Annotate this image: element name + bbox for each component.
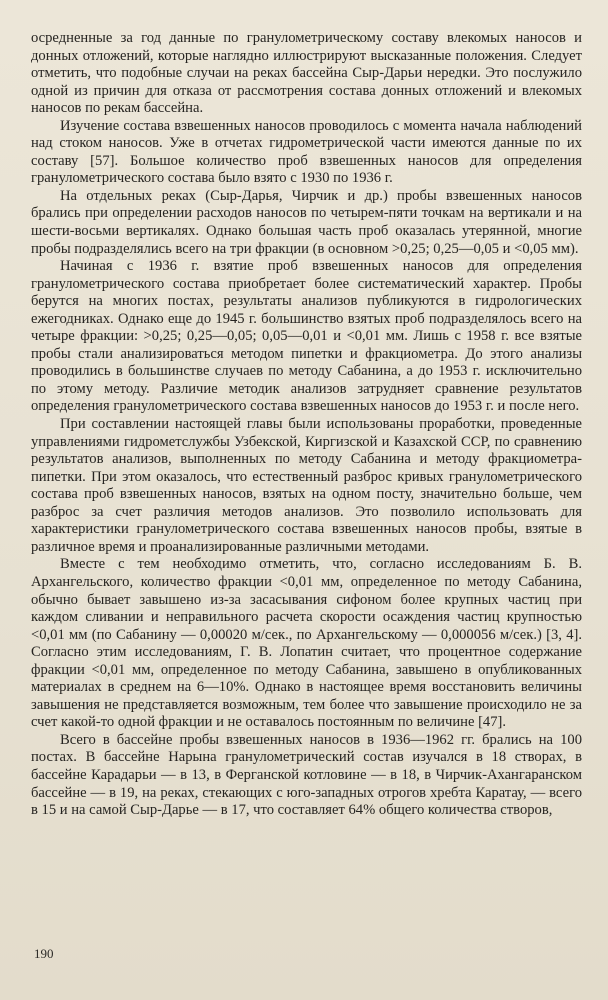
paragraph-5: При составлении настоящей главы были использованы проработки, проведенные управлениями гидрометслужбы Узбекской, Киргизской и Казахской ССР, по сравнению результатов анализов, выполненных по методу Сабанина и методу фракциометра-пипетки. При этом оказалось, что естественный разброс кривых гранулометрического состава проб взвешенных наносов, взятых на одном посту, значительно больше, чем разброс за счет различия методов анализов. Это позволило использовать для характеристики гранулометрического состава взвешенных наносов пробы, взятые в различное время и проанализированные различными методами. bbox=[31, 416, 582, 555]
paragraph-3: На отдельных реках (Сыр-Дарья, Чирчик и др.) пробы взвешенных наносов брались при определении расходов наносов по четырем-пяти точкам на вертикали и на шести-восьми вертикалях. Однако большая часть проб оказалась утерянной, многие пробы подразделялись всего на три фракции (в основном >0,25; 0,25—0,05 и <0,05 мм). bbox=[31, 187, 582, 257]
paragraph-6: Вместе с тем необходимо отметить, что, согласно исследованиям Б. В. Архангельского, количество фракции <0,01 мм, определенное по методу Сабанина, обычно бывает завышено из-за засасывания сифоном более крупных частиц при каждом сливании и неправильного расчета скорости осаждения частиц крупностью <0,01 мм (по Сабанину — 0,00020 м/сек., по Архангельскому — 0,000056 м/сек.) [3, 4]. Согласно этим исследованиям, Г. В. Лопатин считает, что процентное содержание фракции <0,01 мм, определенное по методу Сабанина, завышено в опубликованных материалах в среднем на 6—10%. Однако в настоящее время восстановить величины завышения не представляется возможным, тем более что завышение происходило не за счет какой-то одной фракции и не оставалось постоянным по величине [47]. bbox=[31, 556, 582, 731]
paragraph-2: Изучение состава взвешенных наносов проводилось с момента начала наблюдений над стоком наносов. Уже в отчетах гидрометрической части имеются данные по их составу [57]. Большое количество проб взвешенных наносов для определения гранулометрического состава было взято с 1930 по 1936 г. bbox=[31, 117, 582, 187]
paragraph-1: осредненные за год данные по гранулометрическому составу влекомых наносов и донных отложений, которые наглядно иллюстрируют высказанные положения. Следует отметить, что подобные случаи на реках бассейна Сыр-Дарьи нередки. Это послужило одной из причин для отказа от рассмотрения состава донных отложений и влекомых наносов по рекам бассейна. bbox=[31, 30, 582, 117]
paragraph-7: Всего в бассейне пробы взвешенных наносов в 1936—1962 гг. брались на 100 постах. В бассейне Нарына гранулометрический состав изучался в 18 створах, в бассейне Карадарьи — в 13, в Ферганской котловине — в 18, в Чирчик-Ахангаранском бассейне — в 19, на реках, стекающих с юго-западных отрогов хребта Каратау, — всего в 15 и на самой Сыр-Дарье — в 17, что составляет 64% общего количества створов, bbox=[31, 731, 582, 819]
page-number: 190 bbox=[34, 946, 54, 961]
paragraph-4: Начиная с 1936 г. взятие проб взвешенных наносов для определения гранулометрического состава приобретает более систематический характер. Пробы берутся на многих постах, результаты анализов публикуются в гидрологических ежегодниках. Однако еще до 1945 г. большинство взятых проб подразделялось всего на четыре фракции: >0,25; 0,25—0,05; 0,05—0,01 и <0,01 мм. Лишь с 1958 г. все взятые пробы стали анализироваться методом пипетки и фракциометра. До этого анализы проводились в большинстве случаев по методу Сабанина, а до 1953 г. исключительно по этому методу. Различие методик анализов затрудняет сравнение результатов определения гранулометрического состава взвешенных наносов до 1953 г. и после него. bbox=[31, 258, 582, 415]
